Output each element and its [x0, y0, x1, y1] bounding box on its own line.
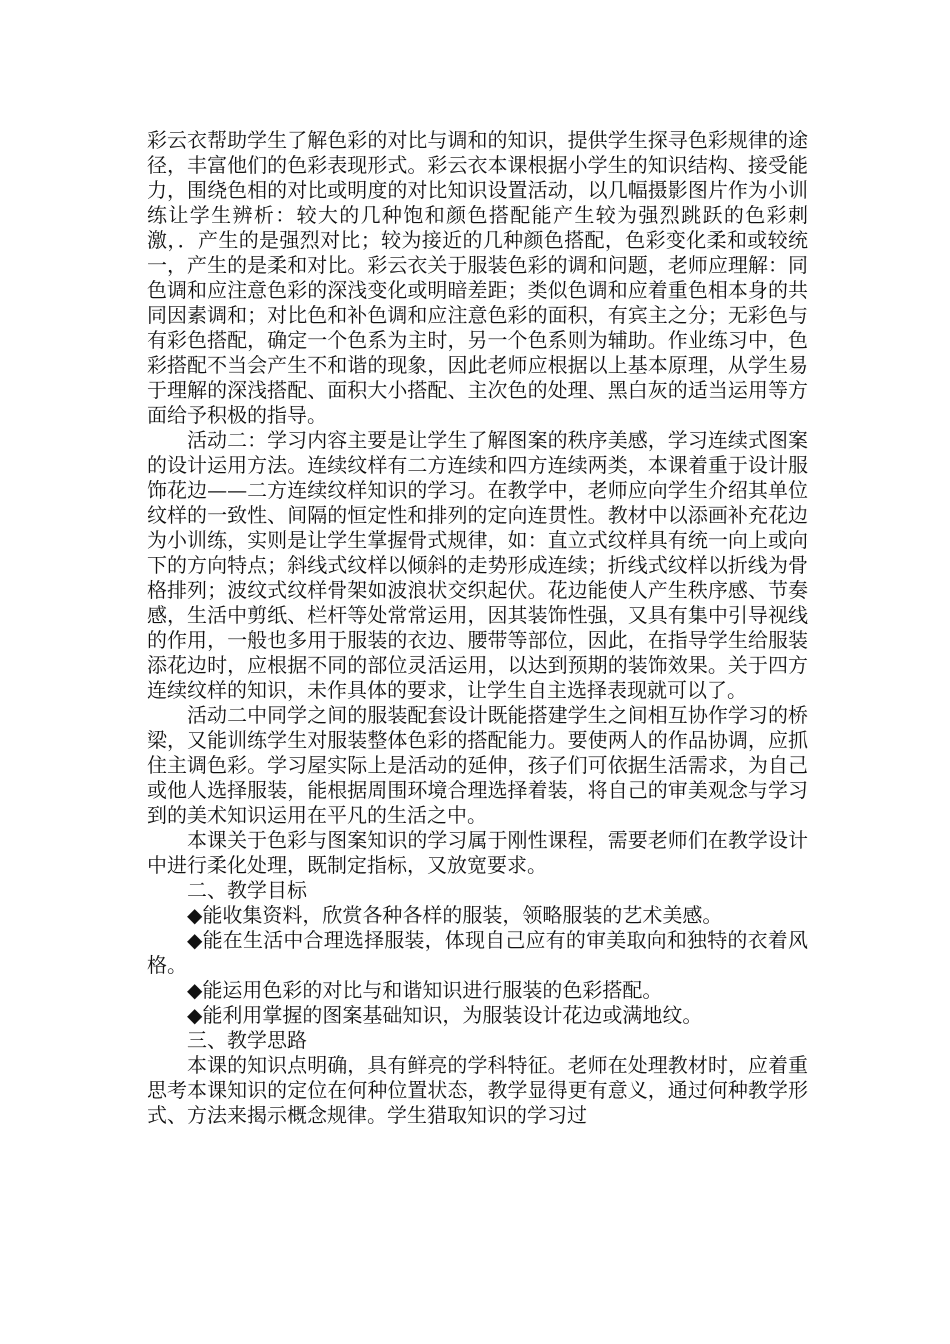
section-heading-teaching-goals: 二、教学目标	[187, 878, 307, 902]
paragraph-costume-matching: 活动二中同学之间的服装配套设计既能搭建学生之间相互协作学习的桥梁，又能训练学生对服装整体色彩的搭配能力。要使两人的作品协调，应抓住主调色彩。学习屋实际上是活动的延伸，孩子们可依据生活需求，为自己或他人选择服装，能根据周围环境合理选择着装，将自己的审美观念与学习到的美术知识运用在平凡的生活之中。	[147, 703, 808, 827]
goal-item-3: ◆能运用色彩的对比与和谐知识进行服装的色彩搭配。	[187, 978, 663, 1002]
paragraph-teaching-ideas: 本课的知识点明确，具有鲜亮的学科特征。老师在处理教材时，应着重思考本课知识的定位在何种位置状态，教学显得更有意义，通过何种教学形式、方法来揭示概念规律。学生猎取知识的学习过	[147, 1053, 808, 1127]
goal-item-2: ◆能在生活中合理选择服装，体现自己应有的审美取向和独特的衣着风格。	[147, 928, 808, 977]
section-heading-teaching-ideas: 三、教学思路	[187, 1028, 307, 1052]
paragraph-activity-two: 活动二：学习内容主要是让学生了解图案的秩序美感，学习连续式图案的设计运用方法。连续纹样有二方连续和四方连续两类，本课着重于设计服饰花边——二方连续纹样知识的学习。在教学中，老师应向学生介绍其单位纹样的一致性、间隔的恒定性和排列的定向连贯性。教材中以添画补充花边为小训练，实则是让学生掌握骨式规律，如：直立式纹样具有统一向上或向下的方向特点；斜线式纹样以倾斜的走势形成连续；折线式纹样以折线为骨格排列；波纹式纹样骨架如波浪状交织起伏。花边能使人产生秩序感、节奏感，生活中剪纸、栏杆等处常常运用，因其装饰性强，又具有集中引导视线的作用，一般也多用于服装的衣边、腰带等部位，因此，在指导学生给服装添花边时，应根据不同的部位灵活运用，以达到预期的装饰效果。关于四方连续纹样的知识，未作具体的要求，让学生自主选择表现就可以了。	[147, 428, 808, 702]
paragraph-rigid-curriculum: 本课关于色彩与图案知识的学习属于刚性课程，需要老师们在教学设计中进行柔化处理，既制定指标，又放宽要求。	[147, 828, 808, 877]
document-body	[147, 128, 808, 1128]
goal-item-4: ◆能利用掌握的图案基础知识，为服装设计花边或满地纹。	[187, 1003, 703, 1027]
paragraph-color-contrast: 彩云衣帮助学生了解色彩的对比与调和的知识，提供学生探寻色彩规律的途径，丰富他们的色彩表现形式。彩云衣本课根据小学生的知识结构、接受能力，围绕色相的对比或明度的对比知识设置活动，以几幅摄影图片作为小训练让学生辨析：较大的几种饱和颜色搭配能产生较为强烈跳跃的色彩刺激，．产生的是强烈对比；较为接近的几种颜色搭配，色彩变化柔和或较统一，产生的是柔和对比。彩云衣关于服装色彩的调和问题，老师应理解：同色调和应注意色彩的深浅变化或明暗差距；类似色调和应着重色相本身的共同因素调和；对比色和补色调和应注意色彩的面积，有宾主之分；无彩色与有彩色搭配，确定一个色系为主时，另一个色系则为辅助。作业练习中，色彩搭配不当会产生不和谐的现象，因此老师应根据以上基本原理，从学生易于理解的深浅搭配、面积大小搭配、主次色的处理、黑白灰的适当运用等方面给予积极的指导。	[147, 128, 808, 427]
goal-item-1: ◆能收集资料，欣赏各种各样的服装，领略服装的艺术美感。	[187, 903, 723, 927]
